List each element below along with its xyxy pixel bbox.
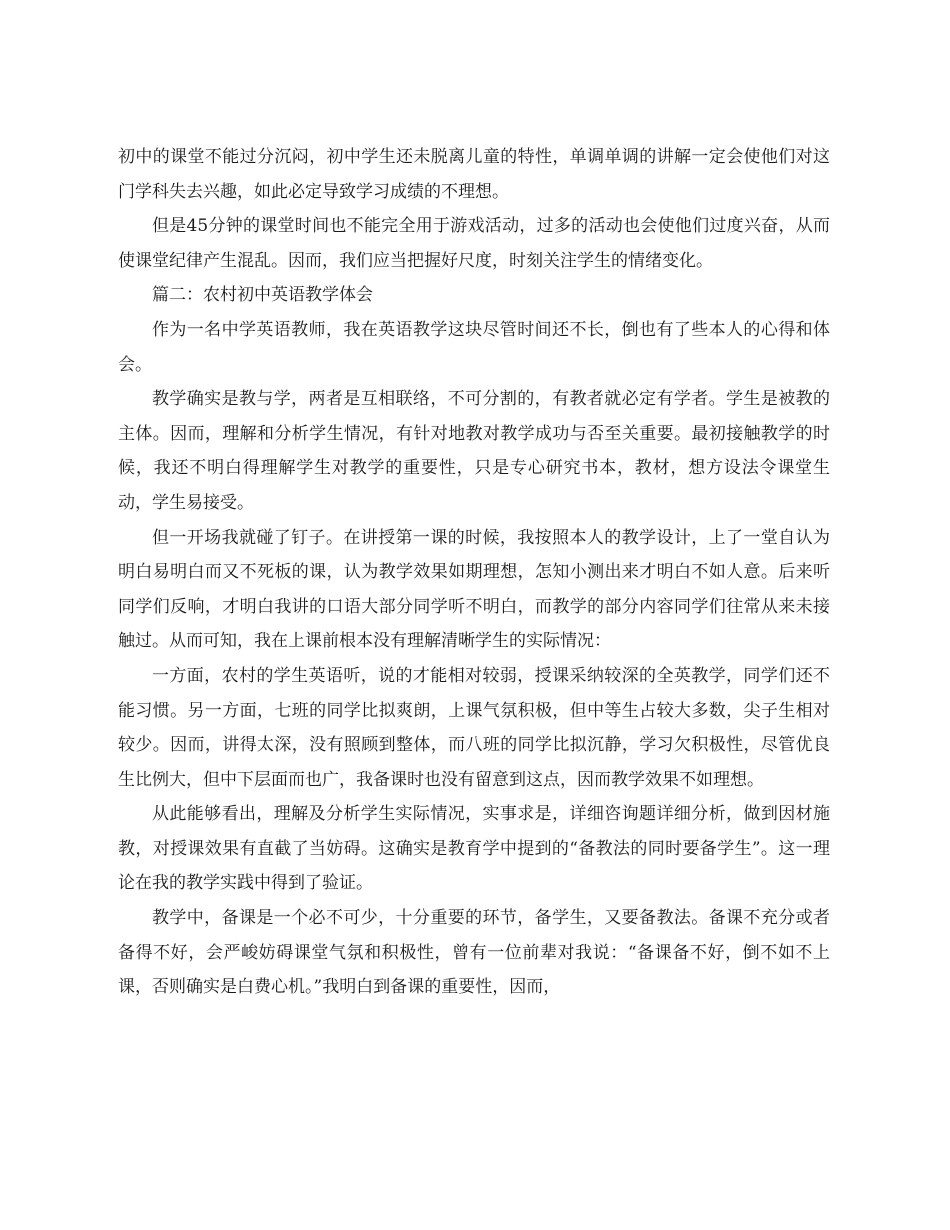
paragraph-6: 一方面，农村的学生英语听，说的才能相对较弱，授课采纳较深的全英教学，同学们还不能习惯。另一方面，七班的同学比拟爽朗，上课气氛积极，但中等生占较大多数，尖子生相对较少。因而，讲得太深，没有照顾到整体，而八班的同学比拟沉静，学习欠积极性，尽管优良生比例大，但中下层面而也广，我备课时也没有留意到这点，因而教学效果不如理想。 bbox=[118, 665, 830, 790]
document-body bbox=[118, 140, 830, 1005]
paragraph-2: 但是45分钟的课堂时间也不能完全用于游戏活动，过多的活动也会使他们过度兴奋，从而使课堂纪律产生混乱。因而，我们应当把握好尺度，时刻关注学生的情绪变化。 bbox=[118, 216, 830, 271]
paragraph-4: 教学确实是教与学，两者是互相联络，不可分割的，有教者就必定有学者。学生是被教的主体。因而，理解和分析学生情况，有针对地教对教学成功与否至关重要。最初接触教学的时候，我还不明白得理解学生对教学的重要性，只是专心研究书本，教材，想方设法令课堂生动，学生易接受。 bbox=[118, 389, 830, 513]
paragraph-3: 作为一名中学英语教师，我在英语教学这块尽管时间还不长，倒也有了些本人的心得和体会。 bbox=[118, 319, 830, 375]
paragraph-1: 初中的课堂不能过分沉闷，初中学生还未脱离儿童的特性，单调单调的讲解一定会使他们对这门学科失去兴趣，如此必定导致学习成绩的不理想。 bbox=[118, 147, 830, 202]
section-heading: 篇二：农村初中英语教学体会 bbox=[152, 285, 373, 306]
paragraph-5: 但一开场我就碰了钉子。在讲授第一课的时候，我按照本人的教学设计，上了一堂自认为明白易明白而又不死板的课，认为教学效果如期理想，怎知小测出来才明白不如人意。后来听同学们反响，才明白我讲的口语大部分同学听不明白，而教学的部分内容同学们往常从来未接触过。从而可知，我在上课前根本没有理解清晰学生的实际情况： bbox=[118, 527, 830, 652]
paragraph-7: 从此能够看出，理解及分析学生实际情况，实事求是，详细咨询题详细分析，做到因材施教，对授课效果有直截了当妨碍。这确实是教育学中提到的“备教法的同时要备学生”。这一理论在我的教学实践中得到了验证。 bbox=[118, 804, 830, 894]
paragraph-8: 教学中，备课是一个必不可少，十分重要的环节，备学生，又要备教法。备课不充分或者备得不好，会严峻妨碍课堂气氛和积极性，曾有一位前辈对我说：“备课备不好，倒不如不上课，否则确实是白费心机。”我明白到备课的重要性，因而， bbox=[118, 908, 830, 998]
